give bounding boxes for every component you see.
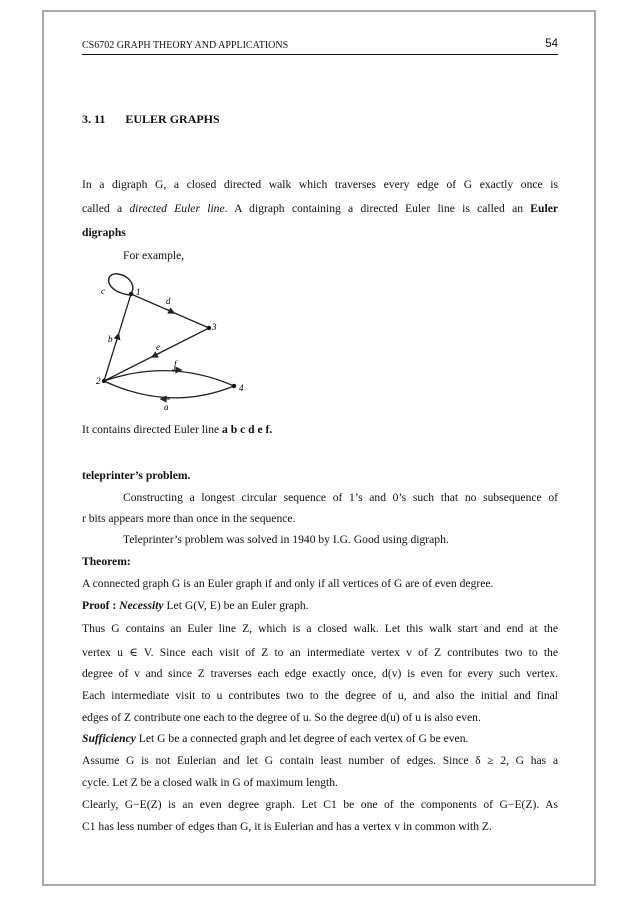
intro-line-3: digraphs bbox=[82, 226, 126, 239]
sufficiency-text: Let G be a connected graph and let degree of each vertex of G be even. bbox=[135, 732, 469, 745]
euler-digraph-figure bbox=[96, 272, 260, 412]
section-heading bbox=[82, 112, 220, 127]
edge-label-c: c bbox=[101, 286, 105, 296]
edge-d-arrow bbox=[166, 309, 172, 312]
teleprinter-heading: teleprinter’s problem. bbox=[82, 469, 191, 482]
page-number: 54 bbox=[545, 38, 558, 50]
edge-label-a: a bbox=[164, 402, 169, 412]
euler-line-sequence: a b c d e f. bbox=[222, 423, 273, 436]
term-euler: Euler bbox=[530, 202, 558, 215]
edge-c-loop bbox=[109, 274, 133, 295]
intro-text-a: called a bbox=[82, 202, 130, 215]
proof-line-8: Clearly, G−E(Z) is an even degree graph. Let C1 be one of the components of G−E(Z). As bbox=[82, 798, 558, 811]
example-label: For example, bbox=[123, 249, 185, 262]
teleprinter-line-1: Constructing a longest circular sequence of 1’s and 0’s such that no subsequence of bbox=[123, 491, 558, 504]
theorem-statement: A connected graph G is an Euler graph if and only if all vertices of G are of even degree. bbox=[82, 577, 494, 590]
teleprinter-line-2: r bits appears more than once in the sequence. bbox=[82, 512, 296, 525]
edge-f bbox=[104, 371, 234, 386]
course-title: CS6702 GRAPH THEORY AND APPLICATIONS bbox=[82, 40, 289, 51]
section-title: EULER GRAPHS bbox=[125, 112, 220, 126]
proof-line-6: Assume G is not Eulerian and let G contain least number of edges. Since δ ≥ 2, G has a bbox=[82, 754, 558, 767]
necessity-text: Let G(V, E) be an Euler graph. bbox=[163, 599, 309, 612]
vertex-1 bbox=[129, 292, 133, 296]
vertex-2 bbox=[102, 379, 106, 383]
theorem-heading: Theorem: bbox=[82, 555, 131, 568]
proof-line-9: C1 has less number of edges than G, it is Eulerian and has a vertex v in common with Z. bbox=[82, 820, 492, 833]
intro-line-2 bbox=[82, 202, 558, 215]
necessity-label: Necessity bbox=[119, 599, 164, 612]
proof-line-7: cycle. Let Z be a closed walk in G of maximum length. bbox=[82, 776, 338, 789]
edge-label-b: b bbox=[108, 334, 113, 344]
edge-e-arrow bbox=[154, 353, 160, 356]
proof-line-3: degree of v and since Z traverses each edge exactly once, d(v) is even for every such vertex. bbox=[82, 667, 558, 680]
proof-line-1: Thus G contains an Euler line Z, which is a closed walk. Let this walk start and end at the bbox=[82, 622, 558, 635]
proof-line-4: Each intermediate visit to u contributes two to the degree of u, and also the initial and final bbox=[82, 689, 558, 702]
sufficiency-label: Sufficiency bbox=[82, 732, 136, 745]
proof-label: Proof : bbox=[82, 599, 120, 612]
vertex-label-3: 3 bbox=[212, 322, 217, 332]
intro-line-1: In a digraph G, a closed directed walk which traverses every edge of G exactly once is bbox=[82, 178, 558, 191]
vertex-4 bbox=[232, 384, 236, 388]
page-header bbox=[82, 38, 558, 55]
teleprinter-line-3: Teleprinter’s problem was solved in 1940 by I.G. Good using digraph. bbox=[123, 533, 449, 546]
vertex-label-4: 4 bbox=[239, 383, 244, 393]
vertex-3 bbox=[207, 326, 211, 330]
vertex-label-2: 2 bbox=[96, 376, 101, 386]
euler-line-sentence bbox=[82, 423, 272, 436]
edge-label-e: e bbox=[156, 342, 160, 352]
edge-a bbox=[104, 381, 234, 398]
term-directed-euler-line: directed Euler line bbox=[129, 202, 225, 215]
edge-label-d: d bbox=[166, 296, 171, 306]
euler-line-text: It contains directed Euler line bbox=[82, 423, 223, 436]
proof-line-2: vertex u ∈ V. Since each visit of Z to an intermediate vertex v of Z contributes two to the bbox=[82, 646, 558, 659]
edge-label-f: f bbox=[174, 359, 177, 369]
section-number: 3. 11 bbox=[82, 112, 106, 126]
intro-text-b: . A digraph containing a directed Euler line is called an bbox=[224, 202, 531, 215]
vertex-label-1: 1 bbox=[136, 287, 141, 297]
proof-sufficiency-line bbox=[82, 732, 468, 745]
proof-necessity-line bbox=[82, 599, 309, 612]
proof-line-5: edges of Z contribute one each to the degree of u. So the degree d(u) of u is also even. bbox=[82, 711, 481, 724]
